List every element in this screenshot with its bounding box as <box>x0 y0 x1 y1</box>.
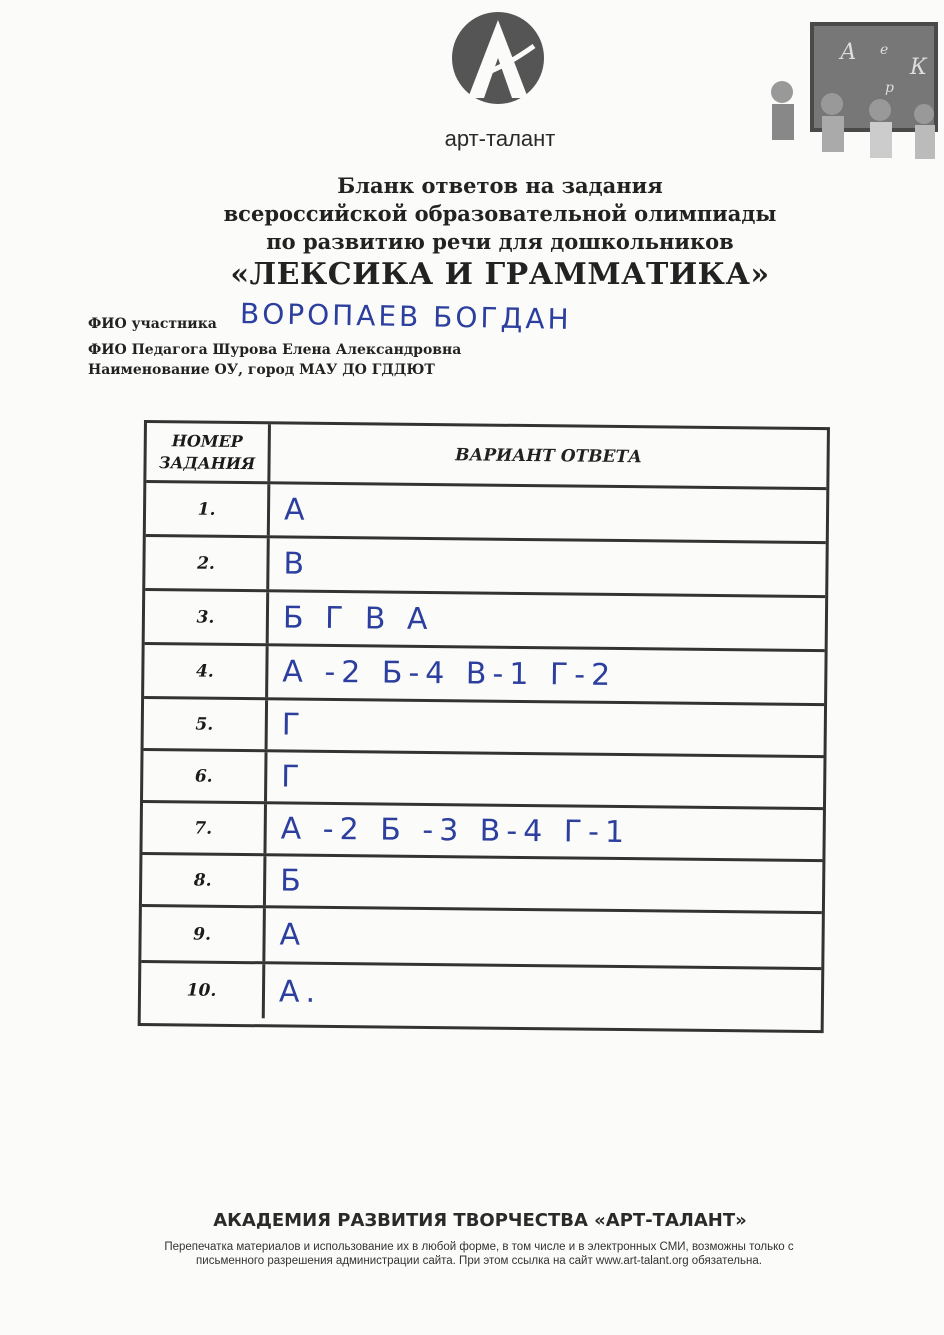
task-number: 10. <box>141 963 266 1018</box>
table-row <box>143 751 824 810</box>
task-number: 5. <box>144 699 269 749</box>
table-row <box>145 537 826 598</box>
participant-name-handwritten: ВОРОПАЕВ БОГДАН <box>239 297 572 336</box>
answer-cell: А <box>283 492 311 528</box>
footer-title: АКАДЕМИЯ РАЗВИТИЯ ТВОРЧЕСТВА «АРТ-ТАЛАНТ» <box>213 1210 747 1231</box>
task-number: 7. <box>142 803 267 853</box>
table-row <box>142 803 823 862</box>
header-answer-variant: ВАРИАНТ ОТВЕТА <box>455 444 643 467</box>
answer-cell: А -2 Б-4 В-1 Г-2 <box>282 654 617 693</box>
svg-text:е: е <box>880 42 889 58</box>
table-row <box>141 963 822 1024</box>
svg-text:р: р <box>885 80 894 96</box>
table-header-row <box>146 423 827 490</box>
title-line-2: всероссийской образовательной олимпиады <box>223 201 777 226</box>
task-number: 1. <box>146 483 271 535</box>
header-task-number-line1: НОМЕР <box>171 430 243 451</box>
answer-cell: Б <box>279 863 307 899</box>
brand-name: арт-талант <box>444 126 556 151</box>
teacher-line: ФИО Педагога Шурова Елена Александровна <box>88 342 462 358</box>
svg-text:К: К <box>910 55 928 80</box>
participant-label: ФИО участника <box>88 316 217 332</box>
task-number: 3. <box>145 591 270 643</box>
answer-cell: Г <box>281 759 306 795</box>
table-row <box>145 591 826 652</box>
footer-note <box>104 1240 854 1268</box>
organization-line: Наименование ОУ, город МАУ ДО ГДДЮТ <box>88 362 435 378</box>
table-row <box>141 907 822 970</box>
task-number: 8. <box>142 855 267 905</box>
table-row <box>142 855 823 914</box>
footer-note-line-1: Перепечатка материалов и использование их в любой форме, в том числе и в электронных СМИ, возможны только с <box>164 1241 794 1253</box>
task-number: 2. <box>145 537 270 589</box>
kids-illustration-icon <box>760 14 940 174</box>
form-title <box>160 172 840 294</box>
answer-cell: А. <box>278 973 322 1010</box>
answer-cell: А <box>279 917 307 953</box>
answer-cell: А -2 Б -3 В-4 Г-1 <box>280 811 631 851</box>
header-task-number-line2: ЗАДАНИЯ <box>158 452 256 473</box>
task-number: 6. <box>143 751 268 801</box>
answer-cell: В <box>283 546 311 582</box>
answer-cell: Г <box>281 707 307 743</box>
task-number: 4. <box>144 645 269 697</box>
answers-table <box>138 420 830 1033</box>
table-row <box>144 645 825 706</box>
title-line-3: по развитию речи для дошкольников <box>266 229 734 254</box>
answer-cell: Б Г В А <box>282 600 434 638</box>
art-talant-logo-icon <box>448 6 548 116</box>
title-line-1: Бланк ответов на задания <box>337 173 663 198</box>
footer-note-line-2: письменного разрешения администрации сайта. При этом ссылка на сайт www.art-talant.org обязательна. <box>196 1255 762 1267</box>
table-row <box>146 483 827 544</box>
table-row <box>144 699 825 758</box>
header-task-number <box>146 423 271 481</box>
svg-text:А: А <box>840 40 857 65</box>
task-number: 9. <box>141 907 266 961</box>
title-line-4: «ЛЕКСИКА И ГРАММАТИКА» <box>230 257 770 292</box>
